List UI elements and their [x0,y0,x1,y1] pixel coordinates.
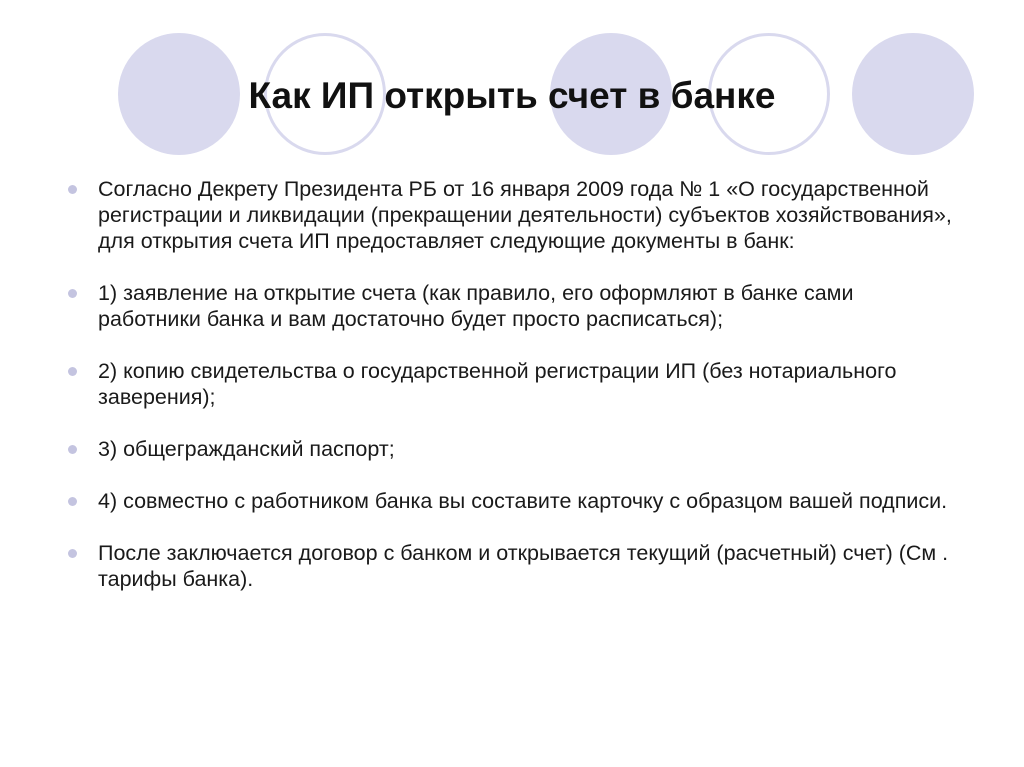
bullet-text: Согласно Декрету Президента РБ от 16 января 2009 года № 1 «О государственной регистрации и ликвидации (прекращении деятельности) субъектов хозяйствования», для открытия счета ИП предоставляет следующие документы в банк: [98,177,952,253]
bullet-item [62,280,962,332]
bullet-text: 2) копию свидетельства о государственной регистрации ИП (без нотариального заверения); [98,359,897,409]
bullet-text: 3) общегражданский паспорт; [98,437,395,461]
bullet-text: 4) совместно с работником банка вы составите карточку с образцом вашей подписи. [98,489,948,513]
bullet-dot-icon [68,185,77,194]
bullet-list [62,176,962,618]
bullet-text: После заключается договор с банком и открывается текущий (расчетный) счет) (См . тарифы банка). [98,541,949,591]
slide-title: Как ИП открыть счет в банке [248,75,776,116]
bullet-text: 1) заявление на открытие счета (как правило, его оформляют в банке сами работники банка и вам достаточно будет просто расписаться); [98,281,854,331]
bullet-dot-icon [68,497,77,506]
bullet-item [62,540,962,592]
bullet-dot-icon [68,445,77,454]
bullet-item [62,358,962,410]
bullet-dot-icon [68,367,77,376]
bullet-item [62,488,962,514]
bullet-dot-icon [68,289,77,298]
bullet-item [62,176,962,254]
bullet-dot-icon [68,549,77,558]
bullet-item [62,436,962,462]
